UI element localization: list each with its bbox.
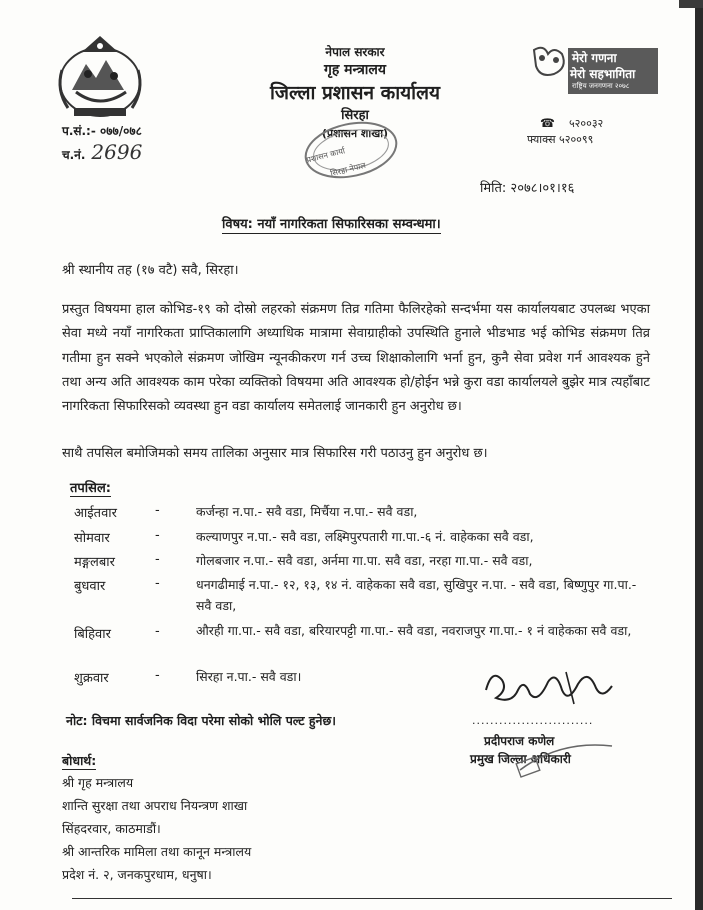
cc-item: सिंहदरवार, काठमाडौं। xyxy=(62,821,161,836)
schedule-dash: - xyxy=(155,503,160,518)
scan-edge xyxy=(695,0,703,910)
official-seal-icon xyxy=(500,720,620,780)
stamp-text-2: सिरहा नेपाल xyxy=(329,160,367,179)
nepal-emblem-icon xyxy=(52,30,148,122)
schedule-day: आईतवार xyxy=(74,506,117,521)
footer-rule xyxy=(72,898,672,899)
letter-addressee: श्री स्थानीय तह (१७ वटै) सवै, सिरहा। xyxy=(62,263,239,278)
schedule-heading: तपसिल: xyxy=(70,478,111,497)
phone-number xyxy=(540,116,603,131)
letter-date: मिति: २०७८।०१।१६ xyxy=(480,181,575,196)
cc-item: शान्ति सुरक्षा तथा अपराध नियन्त्रण शाखा xyxy=(62,798,248,813)
schedule-dash: - xyxy=(155,552,160,567)
cc-heading: बोधार्थ: xyxy=(62,753,97,768)
signer-title: प्रमुख जिल्ला अधिकारी xyxy=(470,752,571,766)
reference-number: प.सं.:- ०७७/०७८ xyxy=(62,124,142,138)
chalani-label: च.नं. xyxy=(62,148,86,162)
schedule-details: औरही गा.पा.- सवै वडा, बरियारपट्टी गा.पा.- सवै वडा, नवराजपुर गा.पा.- १ नं वाहेकका सवै वडा, xyxy=(196,623,632,638)
scan-edge-top xyxy=(679,0,703,8)
telephone-icon: ☎ xyxy=(540,116,555,130)
schedule-day: सोमवार xyxy=(74,531,110,546)
schedule-dash: - xyxy=(155,528,160,543)
census-line-2: मेरो सहभागिता xyxy=(570,67,636,81)
cc-item: श्री गृह मन्त्रालय xyxy=(62,775,134,790)
cc-item: प्रदेश नं. २, जनकपुरधाम, धनुषा। xyxy=(62,867,212,882)
schedule-details: गोलबजार न.पा.- सवै वडा, अर्नमा गा.पा. सवै वडा, नरहा गा.पा.- सवै वडा, xyxy=(196,553,533,568)
schedule-details: धनगढीमाई न.पा.- १२, १३, १४ नं. वाहेकका सवै वडा, सुखिपुर न.पा. - सवै वडा, बिष्णुपुर गा.पा.- सवै वडा, xyxy=(196,577,637,613)
letter-subject: विषय: नयाँ नागरिकता सिफारिसका सम्वन्धमा। xyxy=(222,214,441,234)
office-name: जिल्ला प्रशासन कार्यालय xyxy=(269,82,441,104)
schedule-details: सिरहा न.पा.- सवै वडा। xyxy=(196,669,302,684)
census-line-1: मेरो गणना xyxy=(572,51,617,65)
government-name: नेपाल सरकार xyxy=(325,45,385,59)
letter-body-request: साथै तपसिल बमोजिमको समय तालिका अनुसार मात्र सिफारिस गरी पठाउनु हुन अनुरोध छ। xyxy=(62,446,488,461)
phone-value: ५२००३२ xyxy=(568,117,604,130)
chalani-number xyxy=(62,140,142,164)
schedule-day: बुधवार xyxy=(74,579,106,594)
census-line-3: राष्ट्रिय जनगणना २०७८ xyxy=(572,82,630,90)
cc-item: श्री आन्तरिक मामिला तथा कानून मन्त्रालय xyxy=(62,844,252,859)
district-name: सिरहा xyxy=(341,108,369,123)
ministry-name: गृह मन्त्रालय xyxy=(323,62,387,78)
signature-line: ........................... xyxy=(472,714,594,727)
schedule-details: कल्याणपुर न.पा.- सवै वडा, लक्ष्मिपुरपतारी गा.पा.-६ नं. वाहेकका सवै वडा, xyxy=(196,529,534,544)
stamp-text-1: प्रशासन कार्या xyxy=(305,146,346,165)
signer-name: प्रदीपराज कणेल xyxy=(484,734,555,748)
branch-name: (प्रशासन शाखा) xyxy=(321,127,389,140)
chalani-handwritten: 2696 xyxy=(91,140,143,164)
schedule-dash: - xyxy=(155,668,160,683)
schedule-day: शुक्रवार xyxy=(74,671,109,686)
signature-icon xyxy=(478,660,618,716)
holiday-note: नोट: विचमा सार्वजनिक विदा परेमा सोको भोलि पल्ट हुनेछ। xyxy=(66,713,336,728)
schedule-day: मङ्गलबार xyxy=(74,555,115,570)
fax-number: फ्याक्स ५२००९९ xyxy=(527,133,594,146)
schedule-details: कर्जन्हा न.पा.- सवै वडा, मिर्चैया न.पा.- सवै वडा, xyxy=(196,504,418,519)
letter-body: प्रस्तुत विषयमा हाल कोभिड-१९ को दोस्रो लहरको संक्रमण तिव्र गतिमा फैलिरहेको सन्दर्भमा यस कार्यालयबाट उपलब्ध भएका सेवा मध्ये नयाँ नागरिकता प्राप्तिकालागि अध्याधिक मात्रामा सेवाग्राहीको उपस्थिति हुनाले भीडभाड भई कोभिड संक्रमण तिव्र गतीमा हुन सक्ने भएकोले संक्रमण जोखिम न्यूनकीकरण गर्न उच्च शिक्षाकोलागि भर्ना हुन, कुनै सेवा प्रवेश गर्न आवश्यक हुने तथा अन्य अति आवश्यक काम परेका व्यक्तिको विषयमा अति आवश्यक हो/होईन भन्ने कुरा वडा कार्यालयले बुझेर मात्र त्यहाँबाट नागरिकता सिफारिसको व्यवस्था हुन वडा कार्यालय समेतलाई जानकारी हुन अनुरोध छ। xyxy=(62,302,650,415)
schedule-dash: - xyxy=(155,576,160,591)
schedule-day: बिहिवार xyxy=(74,627,111,642)
schedule-dash: - xyxy=(155,624,160,639)
